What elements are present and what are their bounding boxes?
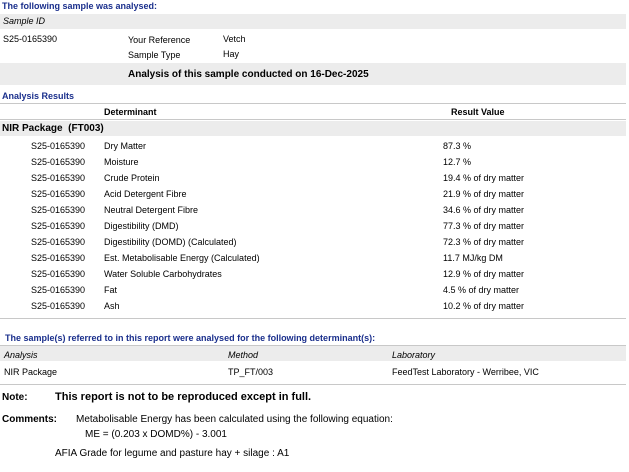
table-row bbox=[0, 285, 629, 301]
result-value: 12.7 % bbox=[443, 157, 472, 167]
result-value: 11.7 MJ/kg DM bbox=[443, 253, 503, 263]
sample-id: S25-0165390 bbox=[31, 173, 86, 183]
divider bbox=[0, 103, 626, 104]
sample-id: S25-0165390 bbox=[31, 189, 86, 199]
comment-line: Metabolisable Energy has been calculated using the following equation: bbox=[76, 414, 393, 425]
referred-method: TP_FT/003 bbox=[228, 367, 274, 377]
column-header-determinant: Determinant bbox=[104, 107, 157, 117]
column-header-laboratory: Laboratory bbox=[392, 350, 436, 360]
sample-id: S25-0165390 bbox=[31, 253, 86, 263]
column-header-method: Method bbox=[228, 350, 259, 360]
determinant-name: Digestibility (DOMD) (Calculated) bbox=[104, 237, 237, 247]
sample-id: S25-0165390 bbox=[31, 285, 86, 295]
determinant-name: Acid Detergent Fibre bbox=[104, 189, 187, 199]
divider bbox=[0, 318, 626, 319]
afia-grade: AFIA Grade for legume and pasture hay + silage : A1 bbox=[55, 448, 290, 459]
referred-analysis: NIR Package bbox=[4, 367, 58, 377]
sample-id: S25-0165390 bbox=[31, 237, 86, 247]
column-header-result: Result Value bbox=[451, 107, 505, 117]
note-text: This report is not to be reproduced except in full. bbox=[55, 391, 312, 403]
table-row bbox=[0, 205, 629, 221]
section-title-results: Analysis Results bbox=[2, 91, 75, 101]
sample-id-label: Sample ID bbox=[3, 16, 46, 26]
sample-id: S25-0165390 bbox=[31, 205, 86, 215]
referred-header-band bbox=[0, 346, 626, 361]
sample-id: S25-0165390 bbox=[31, 269, 86, 279]
section-title-sample: The following sample was analysed: bbox=[2, 1, 158, 11]
determinant-name: Neutral Detergent Fibre bbox=[104, 205, 199, 215]
result-value: 12.9 % of dry matter bbox=[443, 269, 525, 279]
table-row bbox=[0, 269, 629, 285]
result-value: 10.2 % of dry matter bbox=[443, 301, 525, 311]
divider bbox=[0, 384, 626, 385]
divider bbox=[0, 119, 626, 120]
your-reference-label: Your Reference bbox=[128, 35, 191, 45]
table-row bbox=[0, 157, 629, 173]
sample-id: S25-0165390 bbox=[31, 301, 86, 311]
determinant-name: Est. Metabolisable Energy (Calculated) bbox=[104, 253, 260, 263]
result-value: 87.3 % bbox=[443, 141, 472, 151]
sample-id-band bbox=[0, 14, 626, 29]
determinant-name: Digestibility (DMD) bbox=[104, 221, 179, 231]
table-row bbox=[0, 141, 629, 157]
sample-type-label: Sample Type bbox=[128, 50, 181, 60]
table-row bbox=[0, 237, 629, 253]
referred-laboratory: FeedTest Laboratory - Werribee, VIC bbox=[392, 367, 539, 377]
determinant-name: Crude Protein bbox=[104, 173, 160, 183]
determinant-name: Dry Matter bbox=[104, 141, 147, 151]
comments-label: Comments: bbox=[2, 414, 58, 425]
table-row bbox=[0, 173, 629, 189]
result-value: 4.5 % of dry matter bbox=[443, 285, 520, 295]
determinant-name: Fat bbox=[104, 285, 118, 295]
sample-id: S25-0165390 bbox=[31, 157, 86, 167]
note-label: Note: bbox=[2, 392, 28, 403]
analysis-date: Analysis of this sample conducted on 16-Dec-2025 bbox=[128, 69, 369, 80]
sample-id: S25-0165390 bbox=[31, 221, 86, 231]
equation: ME = (0.203 x DOMD%) - 3.001 bbox=[85, 429, 227, 440]
determinant-name: Ash bbox=[104, 301, 120, 311]
determinant-name: Water Soluble Carbohydrates bbox=[104, 269, 222, 279]
determinant-name: Moisture bbox=[104, 157, 139, 167]
result-value: 34.6 % of dry matter bbox=[443, 205, 525, 215]
package-title: NIR Package (FT003) bbox=[2, 123, 104, 134]
sample-id-value: S25-0165390 bbox=[3, 34, 58, 44]
table-row bbox=[0, 253, 629, 269]
result-value: 77.3 % of dry matter bbox=[443, 221, 525, 231]
result-value: 19.4 % of dry matter bbox=[443, 173, 525, 183]
result-value: 21.9 % of dry matter bbox=[443, 189, 525, 199]
sample-type-value: Hay bbox=[223, 49, 240, 59]
column-header-analysis: Analysis bbox=[4, 350, 38, 360]
section-title-referred: The sample(s) referred to in this report were analysed for the following determinant(s): bbox=[5, 333, 376, 343]
your-reference-value: Vetch bbox=[223, 34, 246, 44]
table-row bbox=[0, 189, 629, 205]
table-row bbox=[0, 301, 629, 317]
sample-id: S25-0165390 bbox=[31, 141, 86, 151]
result-value: 72.3 % of dry matter bbox=[443, 237, 525, 247]
table-row bbox=[0, 221, 629, 237]
